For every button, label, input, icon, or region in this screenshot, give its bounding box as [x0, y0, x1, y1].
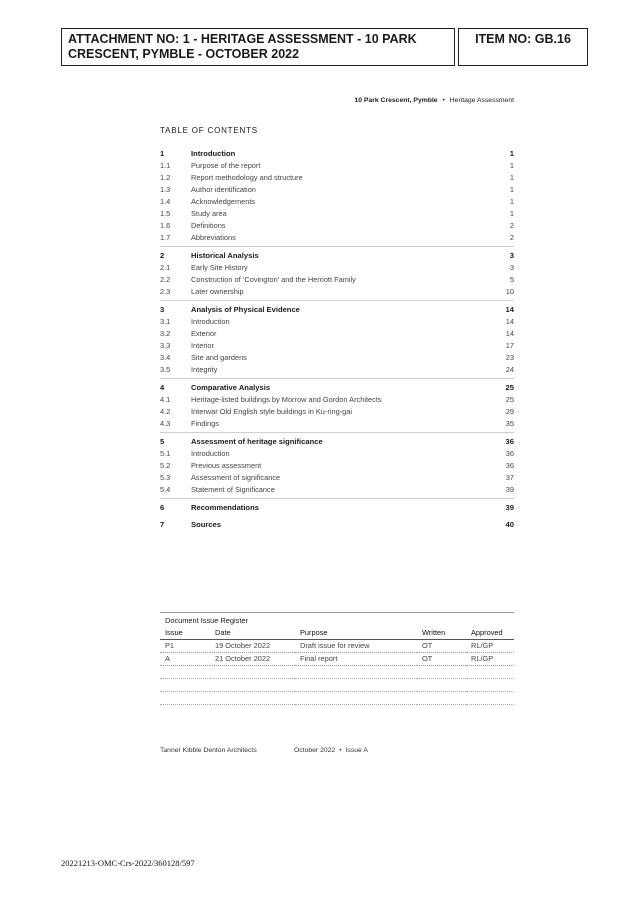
- toc-entry: [160, 172, 514, 184]
- toc-entry: [160, 274, 514, 286]
- register-cell: OT: [417, 653, 466, 666]
- toc-entry-title: Acknowledgements: [191, 197, 256, 206]
- toc-section-heading-page: 14: [505, 305, 514, 314]
- register-blank-cell: [466, 679, 514, 692]
- toc-entry: [160, 184, 514, 196]
- toc-entry-page: 35: [505, 419, 514, 428]
- toc-section-heading-num: 5: [160, 437, 165, 446]
- toc-entry-num: 3.5: [160, 365, 171, 374]
- attachment-title: ATTACHMENT NO: 1 - HERITAGE ASSESSMENT - 10 PARK CRESCENT, PYMBLE - OCTOBER 2022: [61, 28, 455, 66]
- toc-entry: [160, 340, 514, 352]
- register-row: [160, 640, 514, 653]
- toc-entry-page: 1: [509, 173, 514, 182]
- toc-entry-title: Introduction: [191, 317, 230, 326]
- toc-entry-title: Definitions: [191, 221, 226, 230]
- toc-entry-num: 3.4: [160, 353, 171, 362]
- toc-entry-num: 1.3: [160, 185, 171, 194]
- toc-entry-page: 14: [505, 329, 514, 338]
- toc-section-heading-num: 2: [160, 251, 165, 260]
- toc-section: [160, 148, 514, 247]
- toc-entry: [160, 220, 514, 232]
- toc-entry-page: 37: [505, 473, 514, 482]
- toc-entry: [160, 394, 514, 406]
- register-header-row: [160, 627, 514, 640]
- toc-entry-num: 5.3: [160, 473, 171, 482]
- toc-section-heading-num: 6: [160, 503, 165, 512]
- toc-entry-page: 36: [505, 449, 514, 458]
- toc-entry-num: 1.4: [160, 197, 171, 206]
- toc-section: [160, 502, 514, 516]
- toc-section-heading-num: 1: [160, 149, 165, 158]
- toc-section: [160, 250, 514, 301]
- toc-section-heading: [160, 519, 514, 531]
- toc-entry-title: Statement of Significance: [191, 485, 275, 494]
- toc-entry-num: 1.5: [160, 209, 171, 218]
- toc-section-heading-title: Sources: [191, 520, 221, 529]
- toc-entry-title: Heritage-listed buildings by Morrow and Gordon Architects: [191, 395, 382, 404]
- toc-section-heading-page: 36: [505, 437, 514, 446]
- register-blank-cell: [160, 692, 210, 705]
- register-cell: A: [160, 653, 210, 666]
- toc-entry-num: 1.7: [160, 233, 171, 242]
- toc-entry-title: Abbreviations: [191, 233, 236, 242]
- toc-entry-page: 5: [509, 275, 514, 284]
- document-issue-register: [160, 612, 514, 705]
- toc-entry-num: 5.1: [160, 449, 171, 458]
- register-blank-cell: [295, 692, 417, 705]
- toc-entry-title: Introduction: [191, 449, 230, 458]
- toc-entry-num: 3.3: [160, 341, 171, 350]
- toc-section-heading-num: 7: [160, 520, 165, 529]
- register-blank-row: [160, 666, 514, 679]
- item-number: ITEM NO: GB.16: [458, 28, 588, 66]
- toc-section-heading-title: Assessment of heritage significance: [191, 437, 323, 446]
- running-head-doc: Heritage Assessment: [449, 97, 514, 104]
- toc-entry-page: 24: [505, 365, 514, 374]
- toc-entry-page: 14: [505, 317, 514, 326]
- toc-entry-page: 1: [509, 161, 514, 170]
- toc-entry: [160, 352, 514, 364]
- toc-entry: [160, 160, 514, 172]
- table-of-contents: [160, 148, 514, 536]
- toc-entry-title: Later ownership: [191, 287, 244, 296]
- toc-entry: [160, 262, 514, 274]
- toc-entry-title: Author identification: [191, 185, 256, 194]
- footer-issue-info: [294, 747, 368, 754]
- register-cell: Draft issue for review: [295, 640, 417, 653]
- register-cell: RL/GP: [466, 653, 514, 666]
- toc-entry-num: 1.2: [160, 173, 171, 182]
- toc-entry-page: 17: [505, 341, 514, 350]
- toc-entry: [160, 208, 514, 220]
- page-footer: [160, 747, 368, 754]
- running-head-address: 10 Park Crescent, Pymble: [354, 97, 438, 104]
- toc-section-heading-page: 25: [505, 383, 514, 392]
- toc-entry-title: Previous assessment: [191, 461, 262, 470]
- toc-entry: [160, 406, 514, 418]
- toc-entry-num: 5.2: [160, 461, 171, 470]
- register-cell: P1: [160, 640, 210, 653]
- toc-section-heading-title: Historical Analysis: [191, 251, 259, 260]
- toc-entry: [160, 286, 514, 298]
- toc-entry-title: Purpose of the report: [191, 161, 261, 170]
- register-blank-cell: [160, 666, 210, 679]
- register-col-written: Written: [417, 627, 466, 640]
- toc-entry-num: 4.1: [160, 395, 171, 404]
- toc-entry-page: 1: [509, 209, 514, 218]
- register-blank-cell: [160, 679, 210, 692]
- toc-entry-title: Construction of ‘Covington’ and the Herriott Family: [191, 275, 356, 284]
- register-blank-cell: [417, 679, 466, 692]
- toc-entry-title: Findings: [191, 419, 219, 428]
- footer-separator: •: [339, 747, 342, 754]
- running-head: [354, 97, 514, 104]
- toc-entry-page: 39: [505, 485, 514, 494]
- page-reference: 20221213-OMC-Crs-2022/360128/597: [61, 858, 195, 868]
- toc-entry: [160, 232, 514, 244]
- toc-entry-num: 4.3: [160, 419, 171, 428]
- toc-entry: [160, 328, 514, 340]
- toc-entry: [160, 364, 514, 376]
- toc-entry-title: Early Site History: [191, 263, 248, 272]
- toc-section: [160, 436, 514, 499]
- toc-entry: [160, 472, 514, 484]
- register-blank-cell: [210, 679, 295, 692]
- toc-entry-num: 1.1: [160, 161, 171, 170]
- register-cell: 21 October 2022: [210, 653, 295, 666]
- toc-section-heading-num: 4: [160, 383, 165, 392]
- register-col-issue: Issue: [160, 627, 210, 640]
- toc-entry: [160, 316, 514, 328]
- register-blank-cell: [466, 666, 514, 679]
- toc-entry-num: 3.1: [160, 317, 171, 326]
- toc-entry-num: 5.4: [160, 485, 171, 494]
- toc-section-heading: [160, 502, 514, 514]
- toc-section-heading-title: Comparative Analysis: [191, 383, 271, 392]
- register-blank-row: [160, 679, 514, 692]
- toc-section-heading-page: 3: [509, 251, 514, 260]
- toc-entry-num: 4.2: [160, 407, 171, 416]
- toc-entry-num: 2.2: [160, 275, 171, 284]
- toc-entry-page: 2: [509, 233, 514, 242]
- toc-entry-page: 10: [505, 287, 514, 296]
- register-table: [160, 627, 514, 705]
- toc-section: [160, 382, 514, 433]
- footer-issue: Issue A: [345, 747, 368, 754]
- toc-entry-title: Site and gardens: [191, 353, 247, 362]
- toc-entry-page: 29: [505, 407, 514, 416]
- toc-section-heading-title: Analysis of Physical Evidence: [191, 305, 300, 314]
- register-cell: RL/GP: [466, 640, 514, 653]
- register-row: [160, 653, 514, 666]
- register-cell: OT: [417, 640, 466, 653]
- register-blank-row: [160, 692, 514, 705]
- toc-entry: [160, 460, 514, 472]
- toc-title: TABLE OF CONTENTS: [160, 126, 258, 135]
- toc-entry-page: 1: [509, 185, 514, 194]
- running-head-separator: •: [442, 97, 445, 104]
- register-blank-cell: [466, 692, 514, 705]
- toc-entry-page: 25: [505, 395, 514, 404]
- toc-section-heading-page: 40: [505, 520, 514, 529]
- register-title: Document Issue Register: [160, 612, 514, 627]
- footer-firm: Tanner Kibble Denton Architects: [160, 747, 257, 754]
- toc-section: [160, 304, 514, 379]
- register-col-date: Date: [210, 627, 295, 640]
- toc-entry-title: Report methodology and structure: [191, 173, 303, 182]
- toc-entry-num: 3.2: [160, 329, 171, 338]
- toc-section-heading-num: 3: [160, 305, 165, 314]
- register-blank-cell: [210, 692, 295, 705]
- toc-section-heading: [160, 148, 514, 160]
- register-cell: 19 October 2022: [210, 640, 295, 653]
- toc-entry: [160, 484, 514, 496]
- toc-entry-page: 23: [505, 353, 514, 362]
- toc-section-heading: [160, 436, 514, 448]
- register-blank-cell: [210, 666, 295, 679]
- toc-section-heading: [160, 382, 514, 394]
- toc-entry: [160, 448, 514, 460]
- toc-section-heading: [160, 304, 514, 316]
- register-blank-cell: [417, 692, 466, 705]
- toc-entry-num: 2.1: [160, 263, 171, 272]
- register-blank-cell: [295, 666, 417, 679]
- toc-entry: [160, 196, 514, 208]
- toc-entry: [160, 418, 514, 430]
- toc-section-heading-title: Recommendations: [191, 503, 259, 512]
- toc-section-heading: [160, 250, 514, 262]
- toc-entry-page: 2: [509, 221, 514, 230]
- toc-entry-title: Interwar Old English style buildings in Ku-ring-gai: [191, 407, 353, 416]
- register-col-approved: Approved: [466, 627, 514, 640]
- toc-section-heading-page: 1: [509, 149, 514, 158]
- toc-entry-title: Study area: [191, 209, 227, 218]
- toc-entry-page: 36: [505, 461, 514, 470]
- toc-entry-page: 1: [509, 197, 514, 206]
- toc-section-heading-page: 39: [505, 503, 514, 512]
- toc-entry-page: 3: [509, 263, 514, 272]
- toc-entry-title: Exterior: [191, 329, 217, 338]
- register-blank-cell: [417, 666, 466, 679]
- toc-entry-title: Integrity: [191, 365, 218, 374]
- toc-entry-num: 2.3: [160, 287, 171, 296]
- register-col-purpose: Purpose: [295, 627, 417, 640]
- toc-section-heading-title: Introduction: [191, 149, 236, 158]
- toc-section: [160, 519, 514, 533]
- register-blank-cell: [295, 679, 417, 692]
- toc-entry-title: Assessment of significance: [191, 473, 281, 482]
- footer-date: October 2022: [294, 747, 336, 754]
- register-cell: Final report: [295, 653, 417, 666]
- toc-entry-title: Interior: [191, 341, 215, 350]
- toc-entry-num: 1.6: [160, 221, 171, 230]
